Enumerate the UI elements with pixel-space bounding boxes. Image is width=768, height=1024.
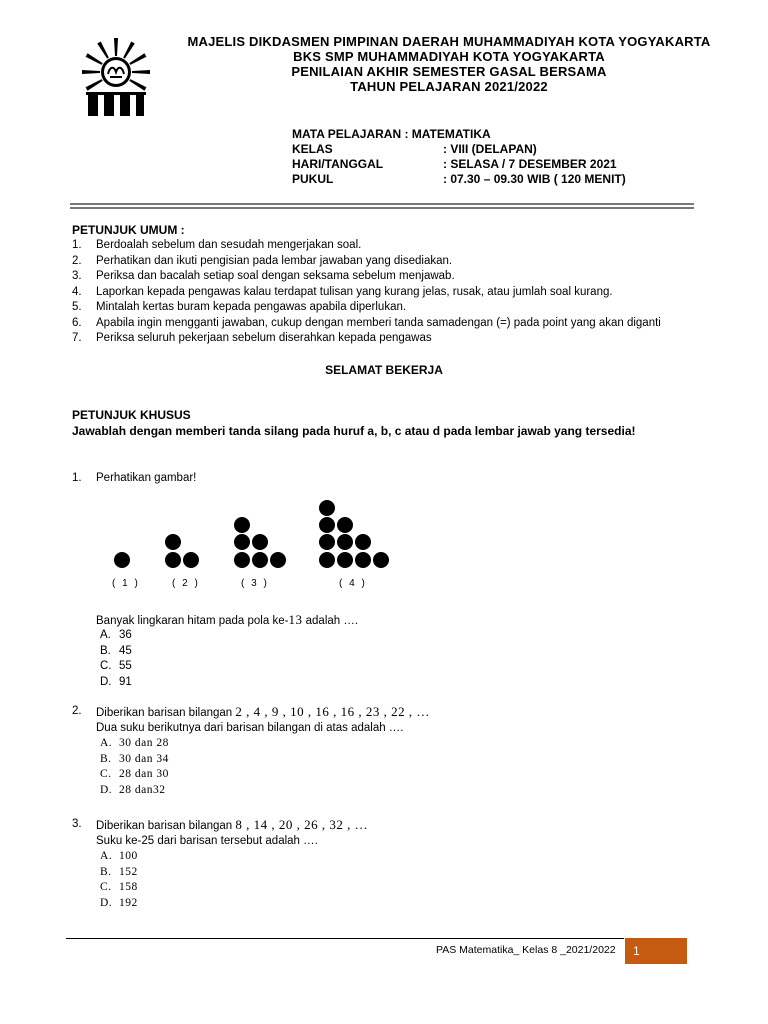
header-line-3: PENILAIAN AKHIR SEMESTER GASAL BERSAMA <box>291 64 607 79</box>
greeting: SELAMAT BEKERJA <box>325 363 443 377</box>
meta-time-label: PUKUL <box>292 172 334 186</box>
meta-time-value: : 07.30 – 09.30 WIB ( 120 MENIT) <box>443 172 626 186</box>
meta-date-value: : SELASA / 7 DESEMBER 2021 <box>443 157 617 171</box>
header-divider-bottom <box>70 207 694 209</box>
question-3-text: Suku ke-25 dari barisan tersebut adalah …. <box>96 835 318 847</box>
pattern-label-4: ( 4 ) <box>339 578 367 589</box>
meta-subject: MATA PELAJARAN : MATEMATIKA <box>292 127 491 141</box>
footer-divider <box>66 938 624 939</box>
meta-class-label: KELAS <box>292 142 333 156</box>
specific-instructions-text: Jawablah dengan memberi tanda silang pada huruf a, b, c atau d pada lembar jawab yang tersedia! <box>72 424 636 438</box>
footer-text: PAS Matematika_ Kelas 8 _2021/2022 <box>436 944 616 956</box>
question-1-text: Banyak lingkaran hitam pada pola ke-13 adalah …. <box>96 612 359 627</box>
pattern-label-2: ( 2 ) <box>172 578 200 589</box>
question-3-intro: 3. Diberikan barisan bilangan 8 , 14 , 20 , 26 , 32 , … <box>72 817 369 832</box>
pattern-label-1: ( 1 ) <box>112 578 140 589</box>
page-number: 1 <box>633 944 640 958</box>
muhammadiyah-logo <box>74 36 158 120</box>
header-divider-top <box>70 203 694 205</box>
question-2-text: Dua suku berikutnya dari barisan bilangan di atas adalah …. <box>96 722 404 734</box>
header-line-2: BKS SMP MUHAMMADIYAH KOTA YOGYAKARTA <box>293 49 605 64</box>
page-number-badge <box>625 938 687 964</box>
dot-pattern-figure <box>100 496 400 592</box>
meta-date-label: HARI/TANGGAL <box>292 157 384 171</box>
header-line-1: MAJELIS DIKDASMEN PIMPINAN DAERAH MUHAMMADIYAH KOTA YOGYAKARTA <box>187 34 711 49</box>
specific-instructions-title: PETUNJUK KHUSUS <box>72 408 191 422</box>
meta-class-value: : VIII (DELAPAN) <box>443 142 537 156</box>
question-1-intro: 1. Perhatikan gambar! <box>72 472 197 484</box>
pattern-label-3: ( 3 ) <box>241 578 269 589</box>
general-instructions-title: PETUNJUK UMUM : <box>72 223 185 237</box>
question-2-intro: 2. Diberikan barisan bilangan 2 , 4 , 9 , 10 , 16 , 16 , 23 , 22 , … <box>72 704 430 719</box>
header-line-4: TAHUN PELAJARAN 2021/2022 <box>350 79 548 94</box>
